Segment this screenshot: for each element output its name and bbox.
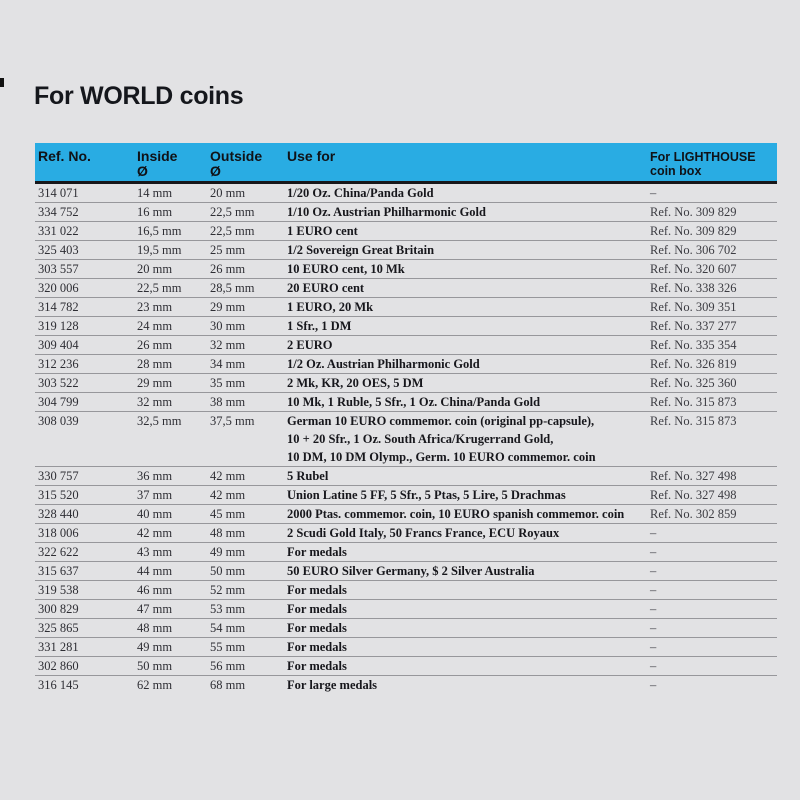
ref-no-cell: 316 145 (38, 678, 79, 692)
inside-diameter-cell: 50 mm (137, 659, 173, 673)
use-for-cell: 1/2 Sovereign Great Britain (287, 243, 435, 257)
ref-no-cell: 319 128 (38, 319, 79, 333)
outside-diameter-cell: 29 mm (210, 300, 246, 314)
use-for-cell: For medals (287, 621, 347, 635)
table-row (35, 298, 777, 317)
use-for-cell: For large medals (287, 678, 378, 692)
outside-diameter-cell: 37,5 mm (210, 414, 255, 428)
outside-diameter-cell: 22,5 mm (210, 205, 255, 219)
outside-diameter-cell: 48 mm (210, 526, 246, 540)
coin-box-ref-cell: – (650, 583, 657, 597)
table-row (35, 393, 777, 412)
inside-diameter-cell: 32,5 mm (137, 414, 182, 428)
coin-box-ref-cell: – (650, 678, 657, 692)
use-for-cell: 2 Mk, KR, 20 OES, 5 DM (287, 376, 424, 390)
use-for-cell: 10 EURO cent, 10 Mk (287, 262, 405, 276)
coin-box-ref-cell: Ref. No. 326 819 (650, 357, 737, 371)
inside-diameter-cell: 46 mm (137, 583, 173, 597)
use-for-cell: 2000 Ptas. commemor. coin, 10 EURO spanish commemor. coin (287, 507, 625, 521)
diameter-symbol: Ø (210, 163, 221, 179)
outside-diameter-cell: 55 mm (210, 640, 246, 654)
table-row (35, 657, 777, 676)
outside-diameter-cell: 42 mm (210, 469, 246, 483)
inside-diameter-cell: 62 mm (137, 678, 173, 692)
ref-no-cell: 303 522 (38, 376, 79, 390)
coin-box-ref-cell: Ref. No. 325 360 (650, 376, 737, 390)
use-for-cell: German 10 EURO commemor. coin (original pp-capsule), 10 + 20 Sfr., 1 Oz. South Africa/Krugerrand Gold, 10 DM, 10 DM Olymp., Germ. 10 EURO commemor. coin (287, 414, 596, 464)
table-row (35, 619, 777, 638)
table-header-row (35, 143, 777, 184)
outside-diameter-cell: 56 mm (210, 659, 246, 673)
ref-no-cell: 314 782 (38, 300, 79, 314)
coin-box-ref-cell: Ref. No. 335 354 (650, 338, 737, 352)
use-for-cell: 1 EURO, 20 Mk (287, 300, 374, 314)
inside-diameter-cell: 23 mm (137, 300, 173, 314)
header-inside-label: Inside (137, 148, 178, 164)
inside-diameter-cell: 28 mm (137, 357, 173, 371)
ref-no-cell: 325 865 (38, 621, 79, 635)
outside-diameter-cell: 45 mm (210, 507, 246, 521)
use-for-cell: 2 EURO (287, 338, 333, 352)
use-for-cell: For medals (287, 640, 347, 654)
table-row (35, 524, 777, 543)
header-use-for (287, 149, 650, 164)
inside-diameter-cell: 49 mm (137, 640, 173, 654)
ref-no-cell: 325 403 (38, 243, 79, 257)
inside-diameter-cell: 19,5 mm (137, 243, 182, 257)
ref-no-cell: 302 860 (38, 659, 79, 673)
ref-no-cell: 331 281 (38, 640, 79, 654)
header-lighthouse-line1: For LIGHTHOUSE (650, 150, 756, 164)
page-edge-artifact (0, 78, 4, 87)
inside-diameter-cell: 22,5 mm (137, 281, 182, 295)
coin-box-ref-cell: Ref. No. 302 859 (650, 507, 737, 521)
outside-diameter-cell: 52 mm (210, 583, 246, 597)
table-row (35, 638, 777, 657)
outside-diameter-cell: 30 mm (210, 319, 246, 333)
header-outside-diameter (210, 149, 287, 179)
coin-box-ref-cell: – (650, 186, 657, 200)
table-row (35, 203, 777, 222)
use-for-cell: 1 Sfr., 1 DM (287, 319, 352, 333)
header-ref-no-label: Ref. No. (38, 148, 91, 164)
inside-diameter-cell: 16 mm (137, 205, 173, 219)
use-for-cell: For medals (287, 583, 347, 597)
table-row (35, 581, 777, 600)
coin-capsule-table (35, 143, 777, 695)
table-row (35, 486, 777, 505)
outside-diameter-cell: 32 mm (210, 338, 246, 352)
ref-no-cell: 308 039 (38, 414, 79, 428)
table-row (35, 505, 777, 524)
use-for-cell: 20 EURO cent (287, 281, 365, 295)
use-for-cell: 1/2 Oz. Austrian Philharmonic Gold (287, 357, 480, 371)
use-for-cell: For medals (287, 602, 347, 616)
outside-diameter-cell: 35 mm (210, 376, 246, 390)
inside-diameter-cell: 32 mm (137, 395, 173, 409)
outside-diameter-cell: 54 mm (210, 621, 246, 635)
diameter-symbol: Ø (137, 163, 148, 179)
outside-diameter-cell: 34 mm (210, 357, 246, 371)
table-row (35, 222, 777, 241)
coin-box-ref-cell: Ref. No. 315 873 (650, 395, 737, 409)
ref-no-cell: 319 538 (38, 583, 79, 597)
ref-no-cell: 331 022 (38, 224, 79, 238)
coin-box-ref-cell: – (650, 545, 657, 559)
ref-no-cell: 309 404 (38, 338, 79, 352)
coin-box-ref-cell: – (650, 640, 657, 654)
inside-diameter-cell: 29 mm (137, 376, 173, 390)
ref-no-cell: 303 557 (38, 262, 79, 276)
outside-diameter-cell: 38 mm (210, 395, 246, 409)
header-inside-diameter (137, 149, 210, 179)
inside-diameter-cell: 37 mm (137, 488, 173, 502)
use-for-cell: Union Latine 5 FF, 5 Sfr., 5 Ptas, 5 Lire, 5 Drachmas (287, 488, 566, 502)
ref-no-cell: 315 520 (38, 488, 79, 502)
table-row (35, 241, 777, 260)
inside-diameter-cell: 44 mm (137, 564, 173, 578)
use-for-cell: 50 EURO Silver Germany, $ 2 Silver Australia (287, 564, 535, 578)
ref-no-cell: 315 637 (38, 564, 79, 578)
coin-box-ref-cell: – (650, 602, 657, 616)
inside-diameter-cell: 16,5 mm (137, 224, 182, 238)
table-row (35, 543, 777, 562)
outside-diameter-cell: 22,5 mm (210, 224, 255, 238)
coin-box-ref-cell: Ref. No. 327 498 (650, 469, 737, 483)
ref-no-cell: 330 757 (38, 469, 79, 483)
header-lighthouse-coin-box (650, 149, 777, 178)
coin-box-ref-cell: Ref. No. 338 326 (650, 281, 737, 295)
use-for-cell: 1/10 Oz. Austrian Philharmonic Gold (287, 205, 486, 219)
header-lighthouse-line2: coin box (650, 164, 702, 178)
coin-box-ref-cell: – (650, 621, 657, 635)
use-for-cell: 10 Mk, 1 Ruble, 5 Sfr., 1 Oz. China/Panda Gold (287, 395, 541, 409)
use-for-cell: 5 Rubel (287, 469, 329, 483)
ref-no-cell: 314 071 (38, 186, 79, 200)
ref-no-cell: 304 799 (38, 395, 79, 409)
inside-diameter-cell: 20 mm (137, 262, 173, 276)
ref-no-cell: 328 440 (38, 507, 79, 521)
table-row (35, 260, 777, 279)
ref-no-cell: 318 006 (38, 526, 79, 540)
table-row (35, 374, 777, 393)
outside-diameter-cell: 25 mm (210, 243, 246, 257)
coin-box-ref-cell: – (650, 526, 657, 540)
inside-diameter-cell: 40 mm (137, 507, 173, 521)
inside-diameter-cell: 43 mm (137, 545, 173, 559)
inside-diameter-cell: 36 mm (137, 469, 173, 483)
header-outside-label: Outside (210, 148, 263, 164)
table-row (35, 412, 777, 467)
coin-box-ref-cell: – (650, 659, 657, 673)
use-for-cell: 2 Scudi Gold Italy, 50 Francs France, ECU Royaux (287, 526, 560, 540)
use-for-cell: 1/20 Oz. China/Panda Gold (287, 186, 434, 200)
table-row (35, 317, 777, 336)
ref-no-cell: 334 752 (38, 205, 79, 219)
table-row (35, 676, 777, 695)
outside-diameter-cell: 53 mm (210, 602, 246, 616)
ref-no-cell: 300 829 (38, 602, 79, 616)
inside-diameter-cell: 42 mm (137, 526, 173, 540)
table-row (35, 562, 777, 581)
outside-diameter-cell: 68 mm (210, 678, 246, 692)
outside-diameter-cell: 50 mm (210, 564, 246, 578)
page-title: For WORLD coins (34, 82, 244, 110)
coin-box-ref-cell: – (650, 564, 657, 578)
coin-box-ref-cell: Ref. No. 315 873 (650, 414, 737, 428)
table-row (35, 355, 777, 374)
ref-no-cell: 320 006 (38, 281, 79, 295)
use-for-cell: For medals (287, 545, 347, 559)
header-use-for-label: Use for (287, 148, 336, 164)
outside-diameter-cell: 20 mm (210, 186, 246, 200)
outside-diameter-cell: 42 mm (210, 488, 246, 502)
outside-diameter-cell: 28,5 mm (210, 281, 255, 295)
outside-diameter-cell: 49 mm (210, 545, 246, 559)
use-for-cell: For medals (287, 659, 347, 673)
inside-diameter-cell: 47 mm (137, 602, 173, 616)
use-for-cell: 1 EURO cent (287, 224, 358, 238)
table-row (35, 279, 777, 298)
table-body (35, 184, 777, 695)
coin-box-ref-cell: Ref. No. 309 829 (650, 224, 737, 238)
coin-box-ref-cell: Ref. No. 306 702 (650, 243, 737, 257)
coin-box-ref-cell: Ref. No. 337 277 (650, 319, 737, 333)
table-row (35, 467, 777, 486)
inside-diameter-cell: 48 mm (137, 621, 173, 635)
inside-diameter-cell: 24 mm (137, 319, 173, 333)
coin-box-ref-cell: Ref. No. 320 607 (650, 262, 737, 276)
ref-no-cell: 322 622 (38, 545, 79, 559)
inside-diameter-cell: 26 mm (137, 338, 173, 352)
table-row (35, 600, 777, 619)
table-row (35, 336, 777, 355)
coin-box-ref-cell: Ref. No. 327 498 (650, 488, 737, 502)
coin-box-ref-cell: Ref. No. 309 829 (650, 205, 737, 219)
ref-no-cell: 312 236 (38, 357, 79, 371)
table-row (35, 184, 777, 203)
header-ref-no (35, 149, 137, 164)
inside-diameter-cell: 14 mm (137, 186, 173, 200)
coin-box-ref-cell: Ref. No. 309 351 (650, 300, 737, 314)
outside-diameter-cell: 26 mm (210, 262, 246, 276)
